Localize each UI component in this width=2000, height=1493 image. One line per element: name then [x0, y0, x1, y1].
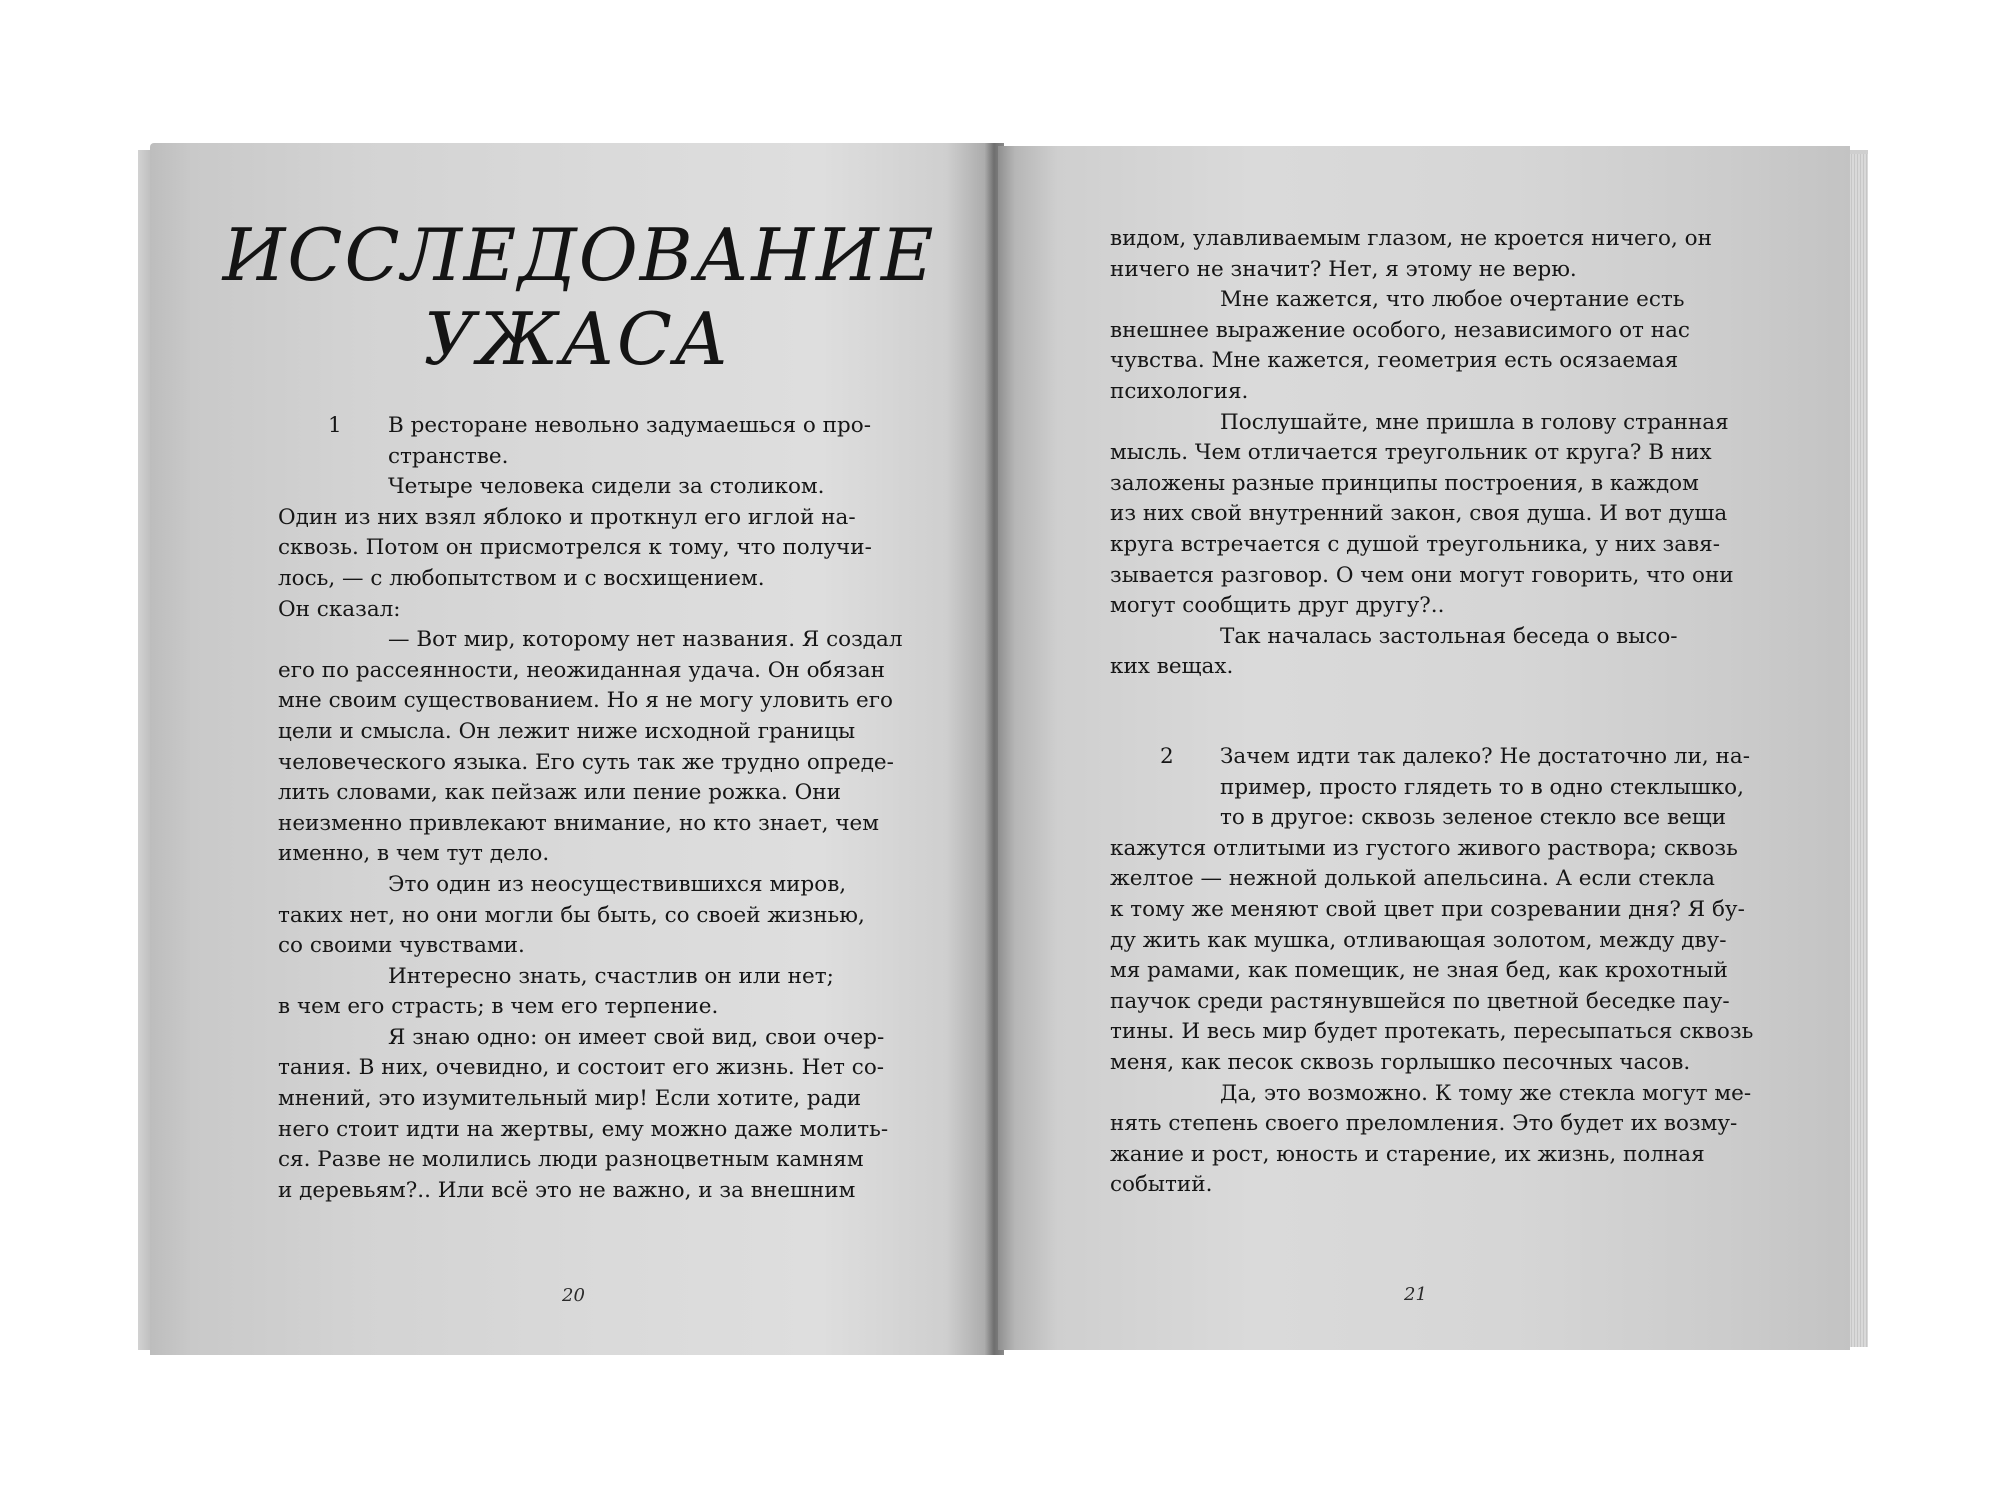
text-line: тания. В них, очевидно, и состоит его жизнь. Нет со-: [278, 1055, 885, 1081]
text-line: психология.: [1110, 378, 1249, 404]
text-line: из них свой внутренний закон, своя душа. И вот душа: [1110, 501, 1728, 527]
chapter-title-line-1: ИССЛЕДОВАНИЕ: [222, 213, 936, 297]
text-line: к тому же меняют свой цвет при созревании дня? Я бу-: [1110, 896, 1745, 922]
text-line: лить словами, как пейзаж или пение рожка. Они: [278, 780, 841, 806]
text-line: желтое — нежной долькой апельсина. А если стекла: [1110, 866, 1715, 892]
text-line: цели и смысла. Он лежит ниже исходной границы: [278, 718, 856, 744]
text-line: внешнее выражение особого, независимого от нас: [1110, 317, 1690, 343]
text-line: мне своим существованием. Но я не могу уловить его: [278, 688, 893, 714]
text-line: Он сказал:: [278, 596, 401, 622]
text-line: со своими чувствами.: [278, 933, 525, 959]
text-line: таких нет, но они могли бы быть, со своей жизнью,: [278, 902, 865, 928]
text-line: именно, в чем тут дело.: [278, 841, 550, 867]
text-line: него стоит идти на жертвы, ему можно даже молить-: [278, 1116, 889, 1142]
text-line: неизменно привлекают внимание, но кто знает, чем: [278, 810, 880, 836]
right-page: [998, 146, 1850, 1350]
chapter-title: [150, 213, 988, 381]
section-number: 2: [1160, 744, 1174, 769]
text-line: и деревьям?.. Или всё это не важно, и за внешним: [278, 1177, 856, 1203]
text-line: Я знаю одно: он имеет свой вид, свои очер-: [388, 1024, 885, 1050]
text-line: зывается разговор. О чем они могут говорить, что они: [1110, 562, 1734, 588]
text-line: паучок среди растянувшейся по цветной беседке пау-: [1110, 988, 1730, 1014]
text-line: мя рамами, как помещик, не зная бед, как крохотный: [1110, 958, 1728, 984]
text-line: Так началась застольная беседа о высо-: [1220, 623, 1678, 649]
text-line: нять степень своего преломления. Это будет их возму-: [1110, 1111, 1738, 1137]
text-line: тины. И весь мир будет протекать, пересыпаться сквозь: [1110, 1019, 1754, 1045]
chapter-title-line-2: УЖАСА: [423, 297, 731, 381]
text-line: видом, улавливаемым глазом, не кроется ничего, он: [1110, 226, 1712, 251]
text-line: Это один из неосуществившихся миров,: [388, 871, 847, 897]
text-line: мысль. Чем отличается треугольник от круга? В них: [1110, 440, 1712, 466]
text-line: Послушайте, мне пришла в голову странная: [1220, 409, 1729, 435]
text-line: лось, — с любопытством и с восхищением.: [278, 565, 765, 591]
text-line: событий.: [1110, 1172, 1213, 1198]
left-page: [150, 143, 988, 1355]
left-page-body: [278, 411, 903, 1206]
text-line: Интересно знать, счастлив он или нет;: [388, 963, 834, 989]
text-line: сквозь. Потом он присмотрелся к тому, что получи-: [278, 535, 872, 561]
right-page-body-part-2: [1110, 742, 1753, 1201]
text-line: Четыре человека сидели за столиком.: [388, 474, 825, 500]
text-line: жание и рост, юность и старение, их жизнь, полная: [1110, 1141, 1705, 1167]
text-line: чувства. Мне кажется, геометрия есть осязаемая: [1110, 348, 1679, 374]
text-line: то в другое: сквозь зеленое стекло все вещи: [1220, 805, 1727, 831]
page-number-left: 20: [562, 1285, 585, 1306]
section-number: 1: [328, 413, 342, 438]
text-line: круга встречается с душой треугольника, у них завя-: [1110, 531, 1721, 557]
text-line: странстве.: [388, 443, 509, 469]
text-line: Мне кажется, что любое очертание есть: [1220, 287, 1685, 313]
text-line: человеческого языка. Его суть так же трудно опреде-: [278, 749, 894, 775]
text-line: меня, как песок сквозь горлышко песочных часов.: [1110, 1049, 1691, 1075]
text-line: ся. Разве не молились люди разноцветным камням: [278, 1147, 864, 1173]
text-line: 1 В ресторане невольно задумаешься о про-: [278, 411, 903, 442]
text-line: заложены разные принципы построения, в каждом: [1110, 470, 1699, 496]
text-line: его по рассеянности, неожиданная удача. Он обязан: [278, 657, 885, 683]
text-line: ду жить как мушка, отливающая золотом, между дву-: [1110, 927, 1727, 953]
text-line: ких вещах.: [1110, 654, 1234, 680]
page-number-right: 21: [1404, 1284, 1427, 1305]
text-line: 2 Зачем идти так далеко? Не достаточно ли, на-: [1110, 742, 1753, 773]
text-line: ничего не значит? Нет, я этому не верю.: [1110, 256, 1577, 282]
text-line: — Вот мир, которому нет названия. Я создал: [388, 627, 903, 653]
text-line: могут сообщить друг другу?..: [1110, 593, 1445, 619]
text-line: в чем его страсть; в чем его терпение.: [278, 994, 719, 1020]
right-page-body-part-1: [1110, 224, 1734, 683]
text-line: мнений, это изумительный мир! Если хотите, ради: [278, 1086, 862, 1112]
text-line: Один из них взял яблоко и проткнул его иглой на-: [278, 504, 856, 530]
text-line: пример, просто глядеть то в одно стеклышко,: [1220, 774, 1744, 800]
text-line: Да, это возможно. К тому же стекла могут ме-: [1220, 1080, 1752, 1106]
text-line: кажутся отлитыми из густого живого раствора; сквозь: [1110, 835, 1738, 861]
